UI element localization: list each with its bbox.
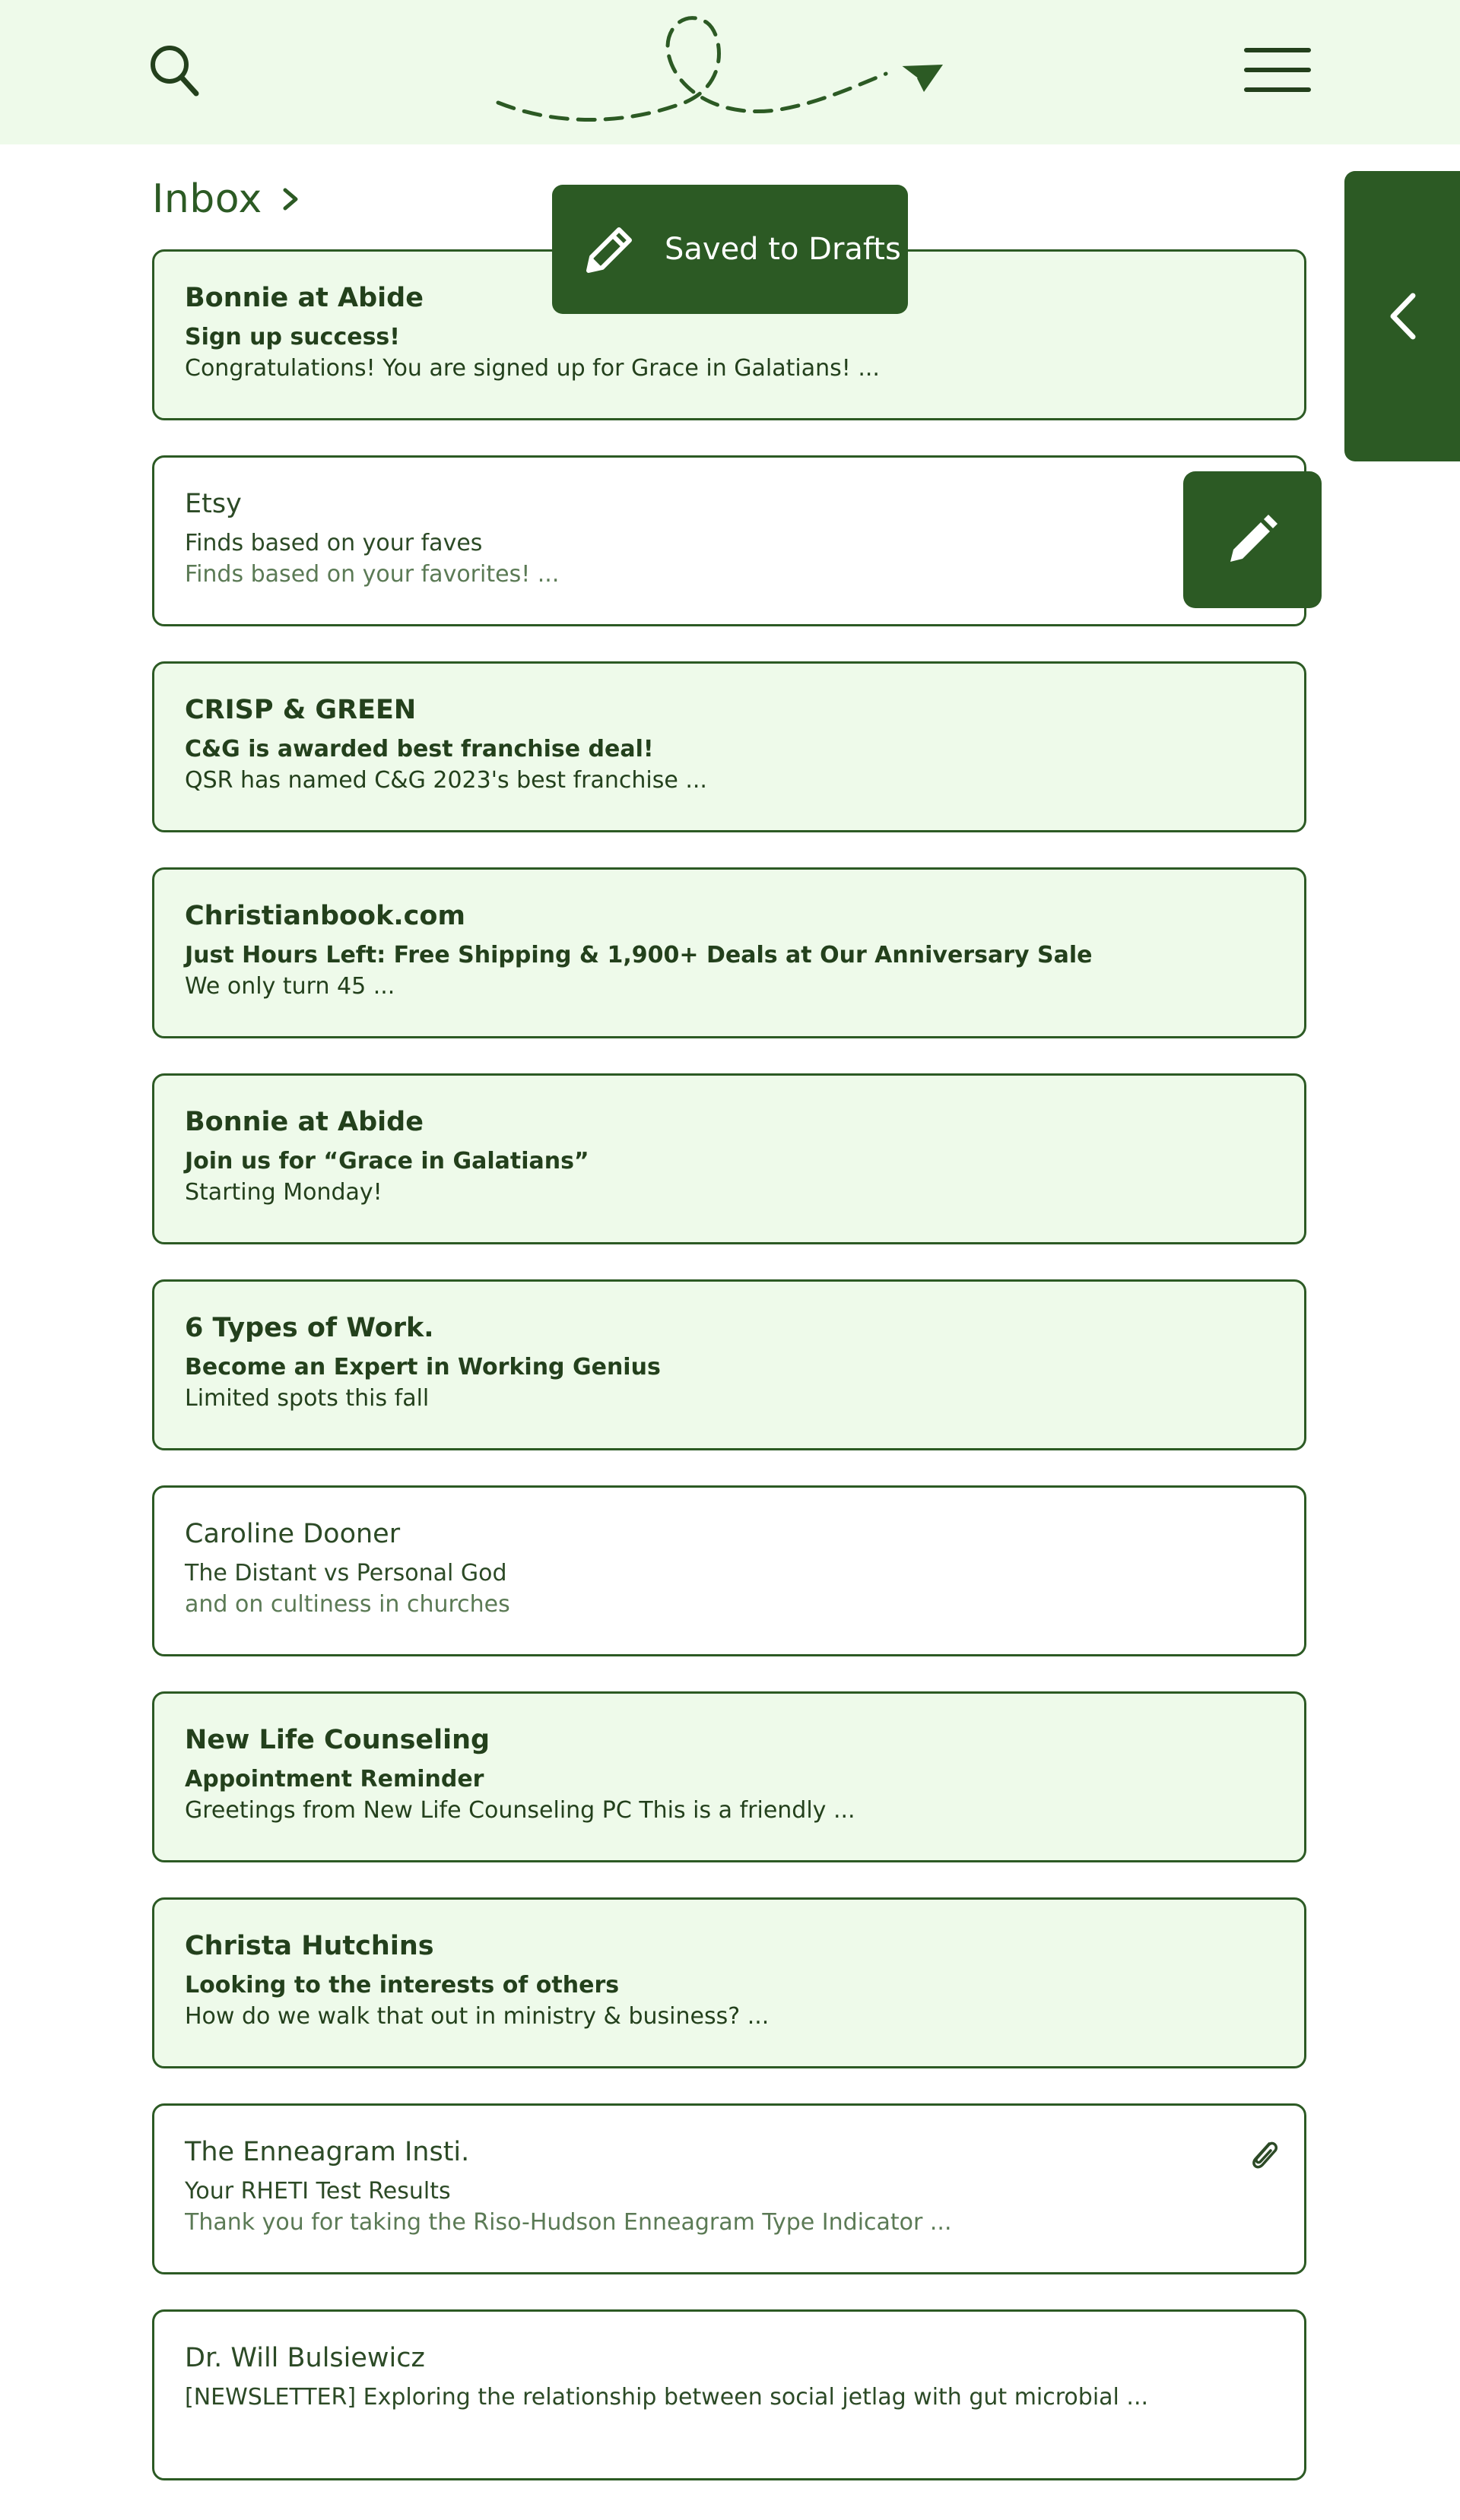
email-list-item[interactable] — [152, 2103, 1306, 2274]
email-sender: Bonnie at Abide — [185, 1107, 424, 1137]
email-subject: Looking to the interests of others — [185, 1972, 620, 1999]
paperclip-icon — [1246, 2136, 1280, 2173]
email-list-item[interactable] — [152, 1279, 1306, 1450]
email-subject: Your RHETI Test Results — [185, 2178, 451, 2205]
chevron-left-icon — [1385, 290, 1419, 343]
email-sender: Bonnie at Abide — [185, 283, 424, 313]
email-preview: How do we walk that out in ministry & business? ... — [185, 2003, 770, 2030]
email-list-item[interactable] — [152, 1485, 1306, 1656]
email-subject: Join us for “Grace in Galatians” — [185, 1148, 589, 1174]
side-panel-toggle[interactable] — [1344, 171, 1460, 461]
menu-button[interactable] — [1243, 46, 1312, 95]
email-preview: We only turn 45 ... — [185, 973, 395, 1000]
inbox-title: Inbox — [152, 176, 262, 222]
email-subject: [NEWSLETTER] Exploring the relationship between social jetlag with gut microbial ... — [185, 2384, 1149, 2411]
email-subject: Appointment Reminder — [185, 1766, 484, 1793]
email-list-item[interactable] — [152, 867, 1306, 1038]
compose-edit-button[interactable] — [1183, 471, 1322, 608]
pencil-icon — [581, 220, 639, 278]
toast-message: Saved to Drafts — [665, 232, 901, 267]
app-header — [0, 0, 1460, 144]
email-sender: 6 Types of Work. — [185, 1313, 434, 1343]
email-sender: Christa Hutchins — [185, 1931, 434, 1961]
email-sender: New Life Counseling — [185, 1725, 490, 1755]
email-preview: Limited spots this fall — [185, 1385, 430, 1412]
email-preview: Congratulations! You are signed up for Grace in Galatians! ... — [185, 355, 880, 382]
email-list-item[interactable] — [152, 455, 1306, 626]
email-sender: Etsy — [185, 489, 242, 519]
saved-to-drafts-toast — [552, 185, 908, 314]
email-subject: C&G is awarded best franchise deal! — [185, 736, 654, 762]
pencil-icon — [1224, 512, 1281, 568]
email-subject: Sign up success! — [185, 324, 400, 350]
email-sender: Christianbook.com — [185, 901, 465, 931]
email-list-item[interactable] — [152, 1691, 1306, 1862]
email-list-item[interactable] — [152, 2309, 1306, 2480]
paper-plane-loop-icon — [487, 11, 951, 133]
email-sender: Dr. Will Bulsiewicz — [185, 2343, 425, 2373]
search-button[interactable] — [148, 42, 202, 99]
email-subject: Become an Expert in Working Genius — [185, 1354, 661, 1380]
email-preview: Greetings from New Life Counseling PC This is a friendly ... — [185, 1797, 855, 1824]
hamburger-menu-icon — [1243, 46, 1312, 95]
email-sender: The Enneagram Insti. — [185, 2137, 470, 2167]
chevron-right-icon — [279, 184, 302, 214]
email-preview: QSR has named C&G 2023's best franchise ... — [185, 767, 707, 794]
email-list-item[interactable] — [152, 1073, 1306, 1244]
email-sender: CRISP & GREEN — [185, 695, 417, 725]
email-list-item[interactable] — [152, 661, 1306, 832]
email-preview: and on cultiness in churches — [185, 1591, 510, 1618]
inbox-folder-selector[interactable] — [152, 169, 302, 230]
email-subject: Finds based on your faves — [185, 530, 483, 556]
email-preview: Thank you for taking the Riso-Hudson Enneagram Type Indicator ... — [185, 2209, 952, 2236]
email-preview: Starting Monday! — [185, 1179, 382, 1206]
email-list — [152, 249, 1306, 2515]
email-subject: Just Hours Left: Free Shipping & 1,900+ Deals at Our Anniversary Sale — [185, 942, 1093, 968]
email-preview: Finds based on your favorites! ... — [185, 561, 560, 588]
email-sender: Caroline Dooner — [185, 1519, 401, 1549]
search-icon — [148, 42, 202, 99]
email-list-item[interactable] — [152, 1897, 1306, 2068]
email-subject: The Distant vs Personal God — [185, 1560, 507, 1586]
